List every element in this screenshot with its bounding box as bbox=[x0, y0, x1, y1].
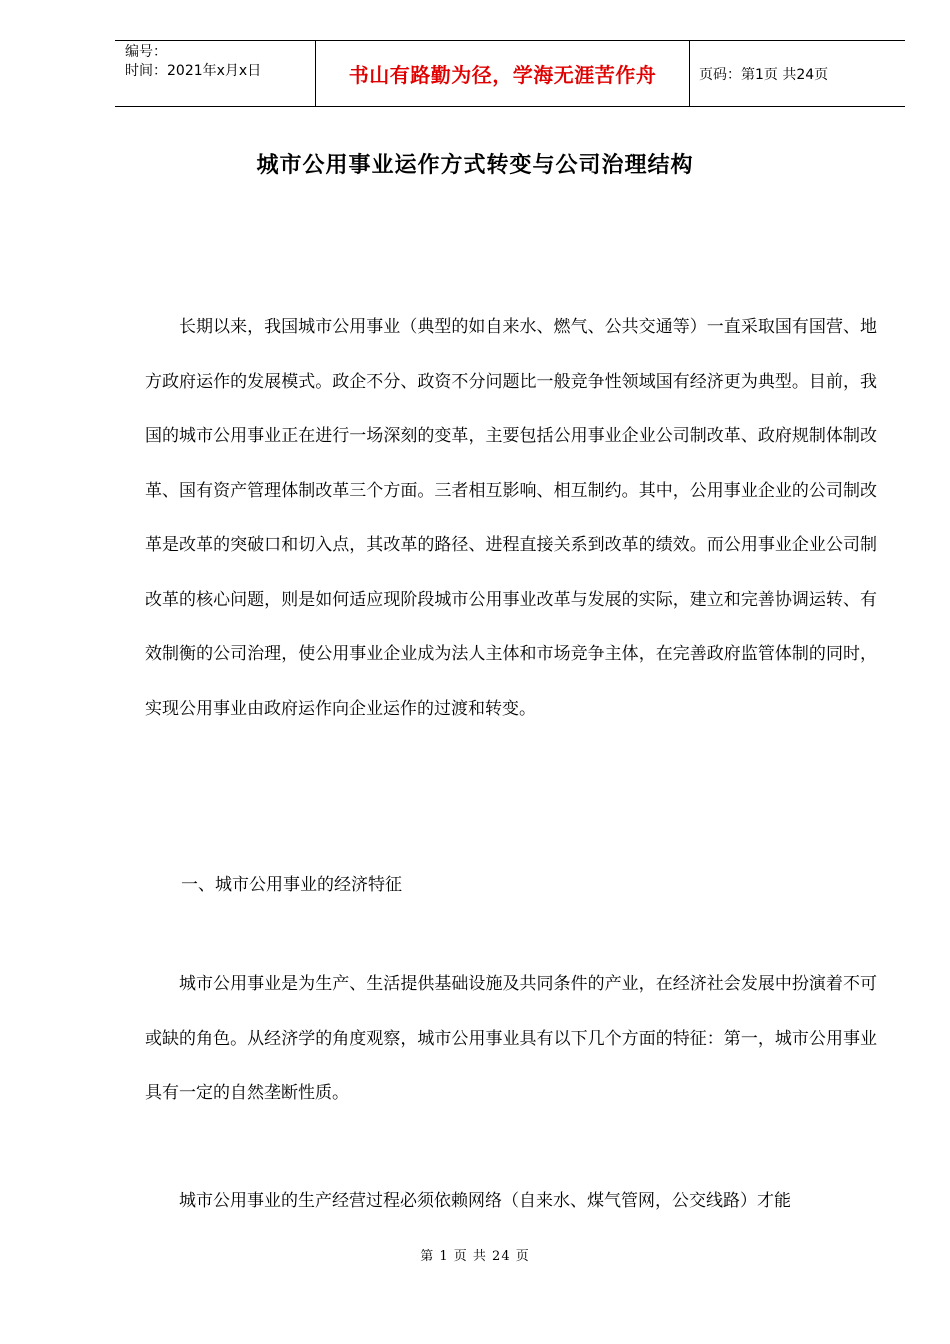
header-motto: 书山有路勤为径，学海无涯苦作舟 bbox=[316, 41, 690, 106]
document-date: 时间：2021年x月x日 bbox=[125, 63, 262, 79]
page-header bbox=[115, 40, 905, 107]
paragraph-economic-features: 城市公用事业是为生产、生活提供基础设施及共同条件的产业，在经济社会发展中扮演着不可或缺的角色。从经济学的角度观察，城市公用事业具有以下几个方面的特征：第一，城市公用事业具有一定的自然垄断性质。 bbox=[145, 974, 877, 1103]
header-meta bbox=[115, 41, 316, 106]
page-footer: 第 1 页 共 24 页 bbox=[420, 1249, 530, 1264]
paragraph-network-dependence: 城市公用事业的生产经营过程必须依赖网络（自来水、煤气管网，公交线路）才能 bbox=[179, 1191, 791, 1211]
document-number-label: 编号： bbox=[125, 44, 167, 60]
document-title: 城市公用事业运作方式转变与公司治理结构 bbox=[256, 153, 694, 178]
section-heading-1: 一、城市公用事业的经济特征 bbox=[181, 875, 402, 895]
paragraph-intro: 长期以来，我国城市公用事业（典型的如自来水、燃气、公共交通等）一直采取国有国营、地方政府运作的发展模式。政企不分、政资不分问题比一般竞争性领域国有经济更为典型。目前，我国的城市公用事业正在进行一场深刻的变革，主要包括公用事业企业公司制改革、政府规制体制改革、国有资产管理体制改革三个方面。三者相互影响、相互制约。其中，公用事业企业的公司制改革是改革的突破口和切入点，其改革的路径、进程直接关系到改革的绩效。而公用事业企业公司制改革的核心问题，则是如何适应现阶段城市公用事业改革与发展的实际，建立和完善协调运转、有效制衡的公司治理，使公用事业企业成为法人主体和市场竞争主体，在完善政府监管体制的同时，实现公用事业由政府运作向企业运作的过渡和转变。 bbox=[145, 317, 877, 719]
header-page-info: 页码：第1页 共24页 bbox=[699, 66, 829, 83]
